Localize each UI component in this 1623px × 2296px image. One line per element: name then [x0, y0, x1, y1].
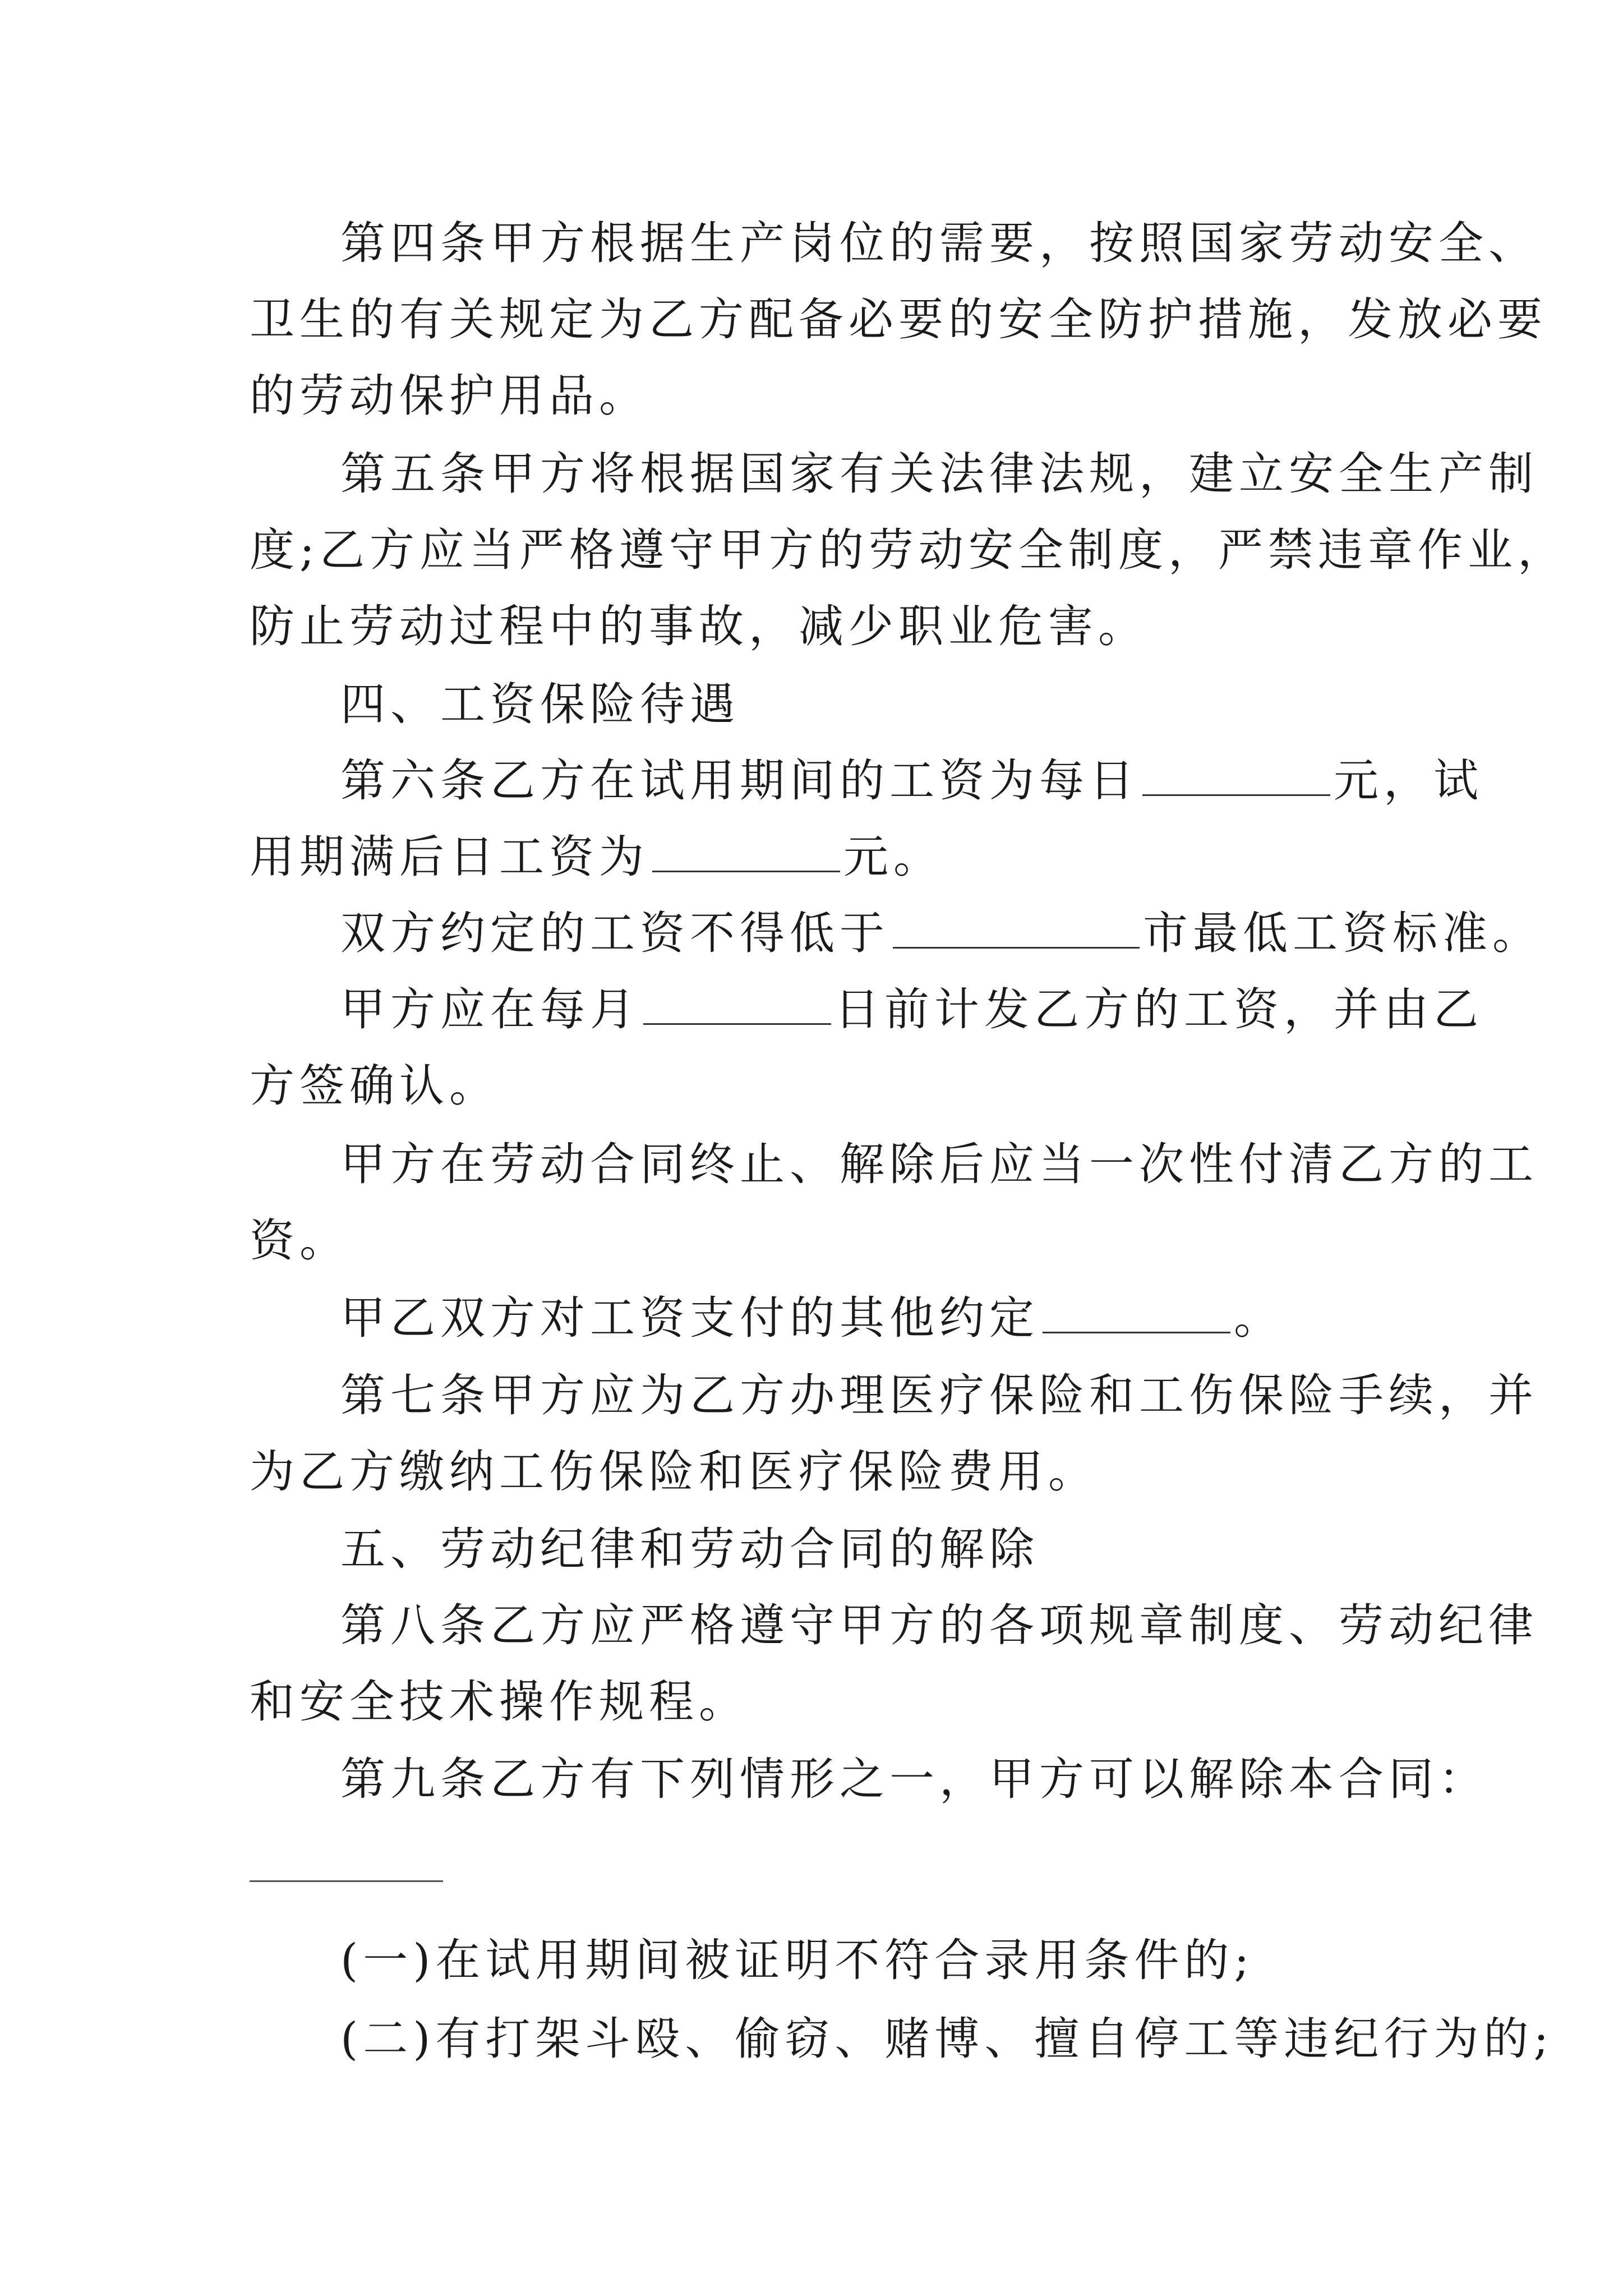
daily-wage-blank — [652, 831, 840, 872]
termination-pay-line-2: 资。 — [250, 1214, 349, 1267]
city-blank — [893, 908, 1140, 949]
article-6-text-a: 第六条乙方在试用期间的工资为每日 — [340, 754, 1139, 807]
article-6-text-c: 用期满后日工资为 — [250, 831, 649, 883]
article-7-line-1: 第七条甲方应为乙方办理医疗保险和工伤保险手续，并 — [340, 1369, 1538, 1421]
page-break-rule — [250, 1880, 443, 1882]
other-agreement-text-b: 。 — [1234, 1292, 1284, 1344]
section-heading-discipline: 五、劳动纪律和劳动合同的解除 — [340, 1523, 1039, 1575]
article-4-line-3: 的劳动保护用品。 — [250, 370, 649, 422]
minimum-wage-text-b: 市最低工资标准。 — [1143, 907, 1542, 959]
article-5-line-3: 防止劳动过程中的事故，减少职业危害。 — [250, 600, 1148, 652]
article-5-line-2: 度;乙方应当严格遵守甲方的劳动安全制度，严禁违章作业， — [250, 524, 1567, 576]
list-item-1: (一)在试用期间被证明不符合录用条件的; — [340, 1934, 1255, 1986]
article-8-line-1: 第八条乙方应严格遵守甲方的各项规章制度、劳动纪律 — [340, 1599, 1538, 1651]
minimum-wage-line — [340, 894, 1542, 973]
pay-date-line-2: 方签确认。 — [250, 1060, 499, 1112]
minimum-wage-text-a: 双方约定的工资不得低于 — [340, 907, 889, 959]
article-6-line-2 — [250, 818, 1394, 896]
pay-date-text-a: 甲方应在每月 — [340, 983, 640, 1036]
article-5-line-1: 第五条甲方将根据国家有关法律法规，建立安全生产制 — [340, 448, 1538, 500]
article-4-line-2: 卫生的有关规定为乙方配备必要的安全防护措施，发放必要 — [250, 293, 1547, 346]
other-agreement-blank — [1043, 1292, 1230, 1333]
pay-date-line-1 — [340, 970, 1483, 1049]
article-6-text-d: 元。 — [843, 831, 943, 883]
list-item-2: (二)有打架斗殴、偷窃、赌博、擅自停工等违纪行为的; — [340, 2013, 1554, 2065]
other-agreement-text-a: 甲乙双方对工资支付的其他约定 — [340, 1292, 1039, 1344]
trial-wage-blank — [1142, 755, 1330, 796]
article-6-text-b: 元，试 — [1334, 754, 1483, 807]
section-heading-wages: 四、工资保险待遇 — [340, 678, 740, 730]
pay-day-blank — [643, 984, 831, 1025]
article-9-line-1: 第九条乙方有下列情形之一，甲方可以解除本合同： — [340, 1753, 1488, 1805]
termination-pay-line-1: 甲方在劳动合同终止、解除后应当一次性付清乙方的工 — [340, 1138, 1538, 1190]
article-4-line-1: 第四条甲方根据生产岗位的需要，按照国家劳动安全、 — [340, 217, 1538, 269]
article-6-line-1 — [340, 742, 1483, 820]
article-8-line-2: 和安全技术操作规程。 — [250, 1676, 749, 1728]
other-agreement-line — [340, 1279, 1394, 1358]
pay-date-text-b: 日前计发乙方的工资，并由乙 — [834, 983, 1483, 1036]
article-7-line-2: 为乙方缴纳工伤保险和医疗保险费用。 — [250, 1446, 1098, 1498]
